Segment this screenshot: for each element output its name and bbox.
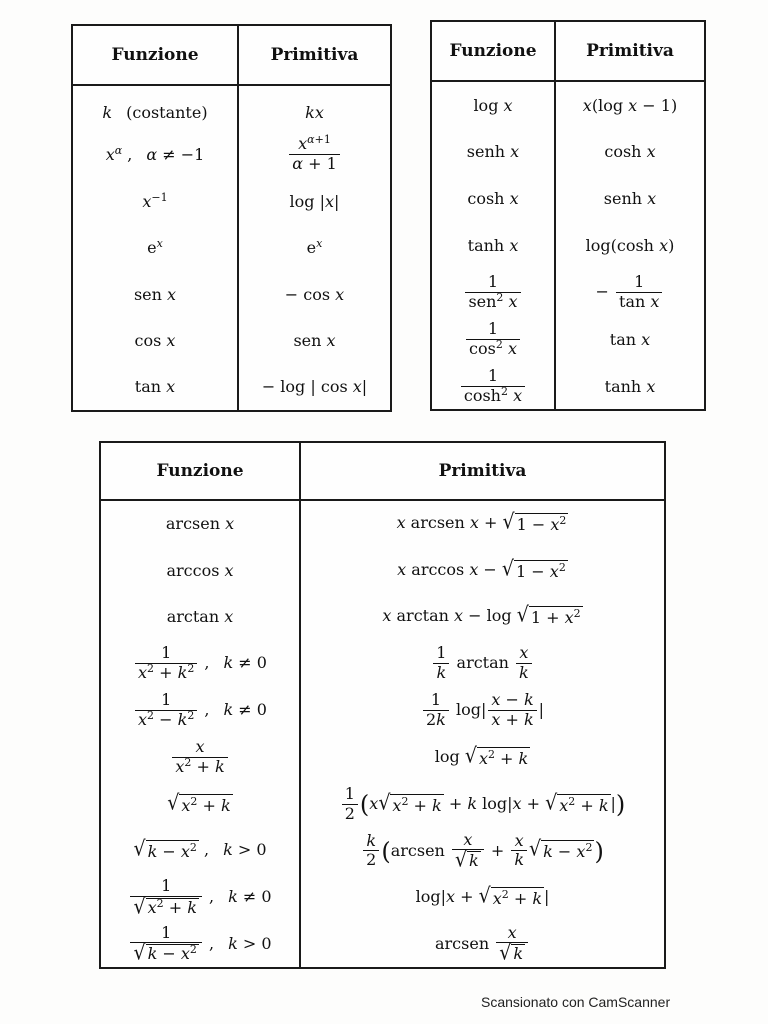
function-cell: $\frac{1}{sen^2 x}$ xyxy=(431,269,555,316)
table-row xyxy=(72,178,391,225)
function-cell: arcsen x xyxy=(165,514,235,534)
function-cell: $e^x$ xyxy=(147,237,163,258)
table-row xyxy=(431,363,705,410)
table-row xyxy=(431,269,705,316)
function-cell: $\frac{x}{x^2 + k}$ xyxy=(100,734,300,781)
table-row xyxy=(100,500,665,547)
table-row xyxy=(100,781,665,828)
primitive-cell: tan x xyxy=(555,316,705,363)
primitive-cell: $\frac{1}{2k}$ log| $\frac{x - k}{x + k}$ | xyxy=(300,687,665,734)
table-header-row xyxy=(100,442,665,500)
table-row xyxy=(72,85,391,132)
function-cell: √ $x^2 + k$ xyxy=(167,790,231,815)
function-cell: senh x xyxy=(466,142,520,161)
table-row xyxy=(100,547,665,594)
function-cell: arctan x xyxy=(166,607,234,627)
header-funzione: Funzione xyxy=(100,442,300,500)
primitive-cell: − log | cos x| xyxy=(238,364,391,411)
function-cell: tanh x xyxy=(467,236,519,255)
primitive-cell: kx xyxy=(238,85,391,132)
table-primitives-inverse xyxy=(99,441,666,969)
primitive-cell: − $\frac{1}{\text{tan x}}$ xyxy=(555,269,705,316)
table-row xyxy=(431,222,705,269)
table-row xyxy=(100,921,665,968)
table-row xyxy=(431,81,705,128)
primitive-cell: $\frac{1}{2}$ (x √ $x^2 + k$ + k log|x + √ $x^2 + k$ |) xyxy=(300,781,665,828)
primitive-cell: log √ $x^2 + k$ xyxy=(300,734,665,781)
header-primitiva: Primitiva xyxy=(555,21,705,81)
table-row xyxy=(72,364,391,411)
table-primitives-hyperbolic xyxy=(430,20,706,411)
table-row xyxy=(431,128,705,175)
table-row xyxy=(72,271,391,318)
primitive-cell: x(log x − 1) xyxy=(555,81,705,128)
function-cell: $x^{-1}$ xyxy=(142,190,168,211)
primitive-cell: $e^x$ xyxy=(238,225,391,272)
table-row xyxy=(100,828,665,875)
primitive-cell: cosh x xyxy=(555,128,705,175)
function-cell: √ $k - x^2$ , k > 0 xyxy=(133,837,267,862)
table-row xyxy=(100,640,665,687)
primitive-cell: $\frac{1}{k}$ arctan $\frac{x}{k}$ xyxy=(300,640,665,687)
function-cell: log x xyxy=(473,95,513,115)
table-row xyxy=(100,734,665,781)
header-funzione: Funzione xyxy=(72,25,238,85)
table-row xyxy=(100,874,665,921)
table-row xyxy=(72,225,391,272)
primitive-cell: log(cosh x) xyxy=(555,222,705,269)
primitive-cell: x arccos x − √ $1 - x^2$ xyxy=(300,547,665,594)
function-cell: tan x xyxy=(134,377,176,397)
table-header-row xyxy=(72,25,391,85)
primitive-cell: − cos x xyxy=(238,271,391,318)
function-cell: 1 √ $k - x^2$ , k > 0 xyxy=(100,921,300,968)
header-primitiva: Primitiva xyxy=(300,442,665,500)
table-primitives-basic xyxy=(71,24,392,412)
primitive-cell: log |x| xyxy=(238,178,391,225)
function-cell: k (costante) xyxy=(102,103,208,123)
table-row xyxy=(72,318,391,365)
table-row xyxy=(431,175,705,222)
function-cell: $x^\alpha$ , α ≠ −1 xyxy=(105,144,205,165)
function-cell: arccos x xyxy=(166,560,234,580)
header-funzione: Funzione xyxy=(431,21,555,81)
function-cell: cosh x xyxy=(467,189,519,208)
primitive-cell: $\frac{k}{2}$ (arcsen x √ k + $\frac{x}{k}$ √ $k - x^2$ ) xyxy=(300,828,665,875)
primitive-cell: tanh x xyxy=(555,363,705,410)
primitive-cell: x arctan x − log √ $1 + x^2$ xyxy=(300,594,665,641)
primitive-cell: x arcsen x + √ $1 - x^2$ xyxy=(300,500,665,547)
table-row xyxy=(100,594,665,641)
function-cell: cos x xyxy=(134,331,176,351)
function-cell: $\frac{1}{\cosh^2 x}$ xyxy=(431,363,555,410)
scanner-watermark: Scansionato con CamScanner xyxy=(481,994,671,1010)
table-row xyxy=(72,132,391,179)
function-cell: $\frac{1}{x^2 + k^2}$ , k ≠ 0 xyxy=(100,640,300,687)
primitive-cell: log|x + √ $x^2 + k$ | xyxy=(300,874,665,921)
function-cell: sen x xyxy=(133,284,177,304)
primitive-cell: arcsen x √ k xyxy=(300,921,665,968)
table-row xyxy=(431,316,705,363)
primitive-cell: senh x xyxy=(555,175,705,222)
function-cell: 1 √ $x^2 + k$ , k ≠ 0 xyxy=(100,874,300,921)
primitive-cell: sen x xyxy=(238,318,391,365)
function-cell: $\frac{1}{x^2 - k^2}$ , k ≠ 0 xyxy=(100,687,300,734)
table-row xyxy=(100,687,665,734)
primitive-cell: $\frac{x^{\alpha+1}}{\alpha + 1}$ xyxy=(238,132,391,179)
header-primitiva: Primitiva xyxy=(238,25,391,85)
table-header-row xyxy=(431,21,705,81)
function-cell: $\frac{1}{\cos^2 x}$ xyxy=(431,316,555,363)
